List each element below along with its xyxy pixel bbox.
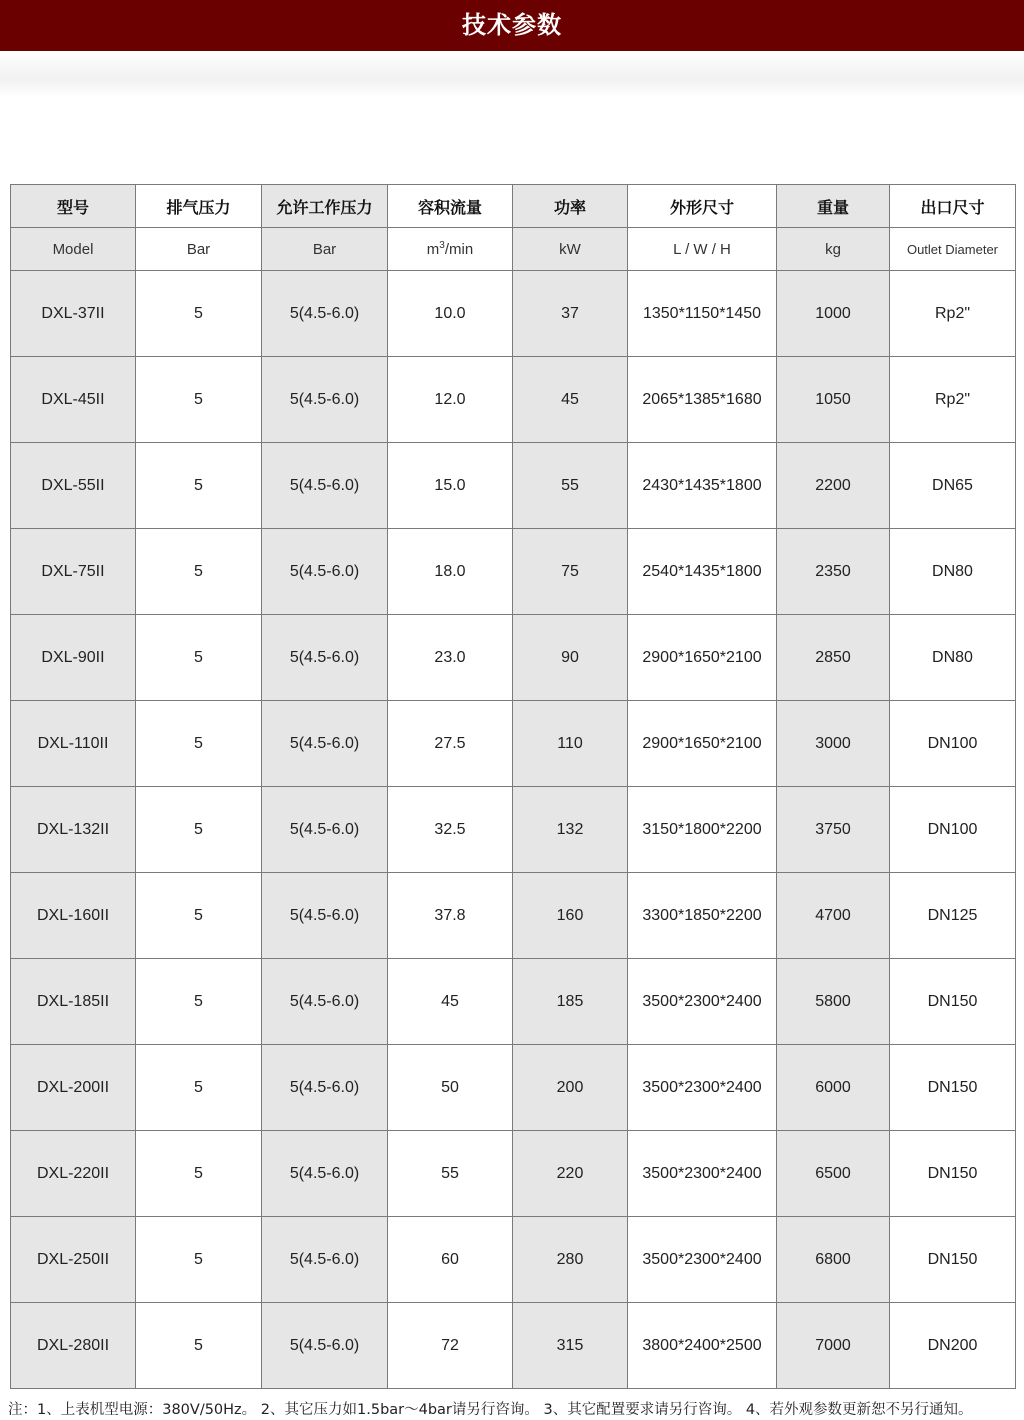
cell-working-pressure: 5(4.5-6.0) xyxy=(262,959,388,1045)
table-row xyxy=(11,443,1016,529)
cell-model: DXL-220II xyxy=(11,1131,136,1217)
cell-discharge-pressure: 5 xyxy=(136,357,262,443)
cell-flow: 50 xyxy=(388,1045,513,1131)
cell-discharge-pressure: 5 xyxy=(136,959,262,1045)
cell-working-pressure: 5(4.5-6.0) xyxy=(262,1045,388,1131)
cell-working-pressure: 5(4.5-6.0) xyxy=(262,1217,388,1303)
cell-discharge-pressure: 5 xyxy=(136,701,262,787)
table-row xyxy=(11,529,1016,615)
header-dimensions: 外形尺寸 xyxy=(628,185,777,228)
cell-dimensions: 2065*1385*1680 xyxy=(628,357,777,443)
header-flow: 容积流量 xyxy=(388,185,513,228)
unit-power: kW xyxy=(513,228,628,271)
cell-dimensions: 1350*1150*1450 xyxy=(628,271,777,357)
cell-working-pressure: 5(4.5-6.0) xyxy=(262,529,388,615)
unit-working-pressure: Bar xyxy=(262,228,388,271)
cell-flow: 10.0 xyxy=(388,271,513,357)
header-working-pressure: 允许工作压力 xyxy=(262,185,388,228)
cell-dimensions: 3500*2300*2400 xyxy=(628,1131,777,1217)
cell-model: DXL-55II xyxy=(11,443,136,529)
table-row xyxy=(11,271,1016,357)
cell-weight: 3750 xyxy=(777,787,890,873)
banner-shadow xyxy=(0,51,1024,97)
table-row xyxy=(11,1217,1016,1303)
cell-dimensions: 2540*1435*1800 xyxy=(628,529,777,615)
header-power: 功率 xyxy=(513,185,628,228)
unit-discharge-pressure: Bar xyxy=(136,228,262,271)
cell-power: 160 xyxy=(513,873,628,959)
header-discharge-pressure: 排气压力 xyxy=(136,185,262,228)
cell-outlet: DN100 xyxy=(890,787,1016,873)
cell-working-pressure: 5(4.5-6.0) xyxy=(262,615,388,701)
unit-flow-base: m xyxy=(426,241,440,258)
cell-flow: 37.8 xyxy=(388,873,513,959)
cell-outlet: DN65 xyxy=(890,443,1016,529)
cell-power: 200 xyxy=(513,1045,628,1131)
table-row xyxy=(11,701,1016,787)
unit-flow-sup: 3 xyxy=(439,240,445,251)
table-row xyxy=(11,787,1016,873)
cell-outlet: DN150 xyxy=(890,1045,1016,1131)
cell-power: 132 xyxy=(513,787,628,873)
table-row xyxy=(11,357,1016,443)
table-row xyxy=(11,1303,1016,1389)
cell-model: DXL-200II xyxy=(11,1045,136,1131)
page-title: 技术参数 xyxy=(0,0,1024,51)
cell-power: 37 xyxy=(513,271,628,357)
cell-working-pressure: 5(4.5-6.0) xyxy=(262,787,388,873)
cell-weight: 2200 xyxy=(777,443,890,529)
cell-discharge-pressure: 5 xyxy=(136,787,262,873)
cell-working-pressure: 5(4.5-6.0) xyxy=(262,443,388,529)
cell-working-pressure: 5(4.5-6.0) xyxy=(262,271,388,357)
cell-outlet: DN100 xyxy=(890,701,1016,787)
cell-dimensions: 2900*1650*2100 xyxy=(628,615,777,701)
header-weight: 重量 xyxy=(777,185,890,228)
cell-flow: 27.5 xyxy=(388,701,513,787)
cell-discharge-pressure: 5 xyxy=(136,529,262,615)
cell-model: DXL-280II xyxy=(11,1303,136,1389)
cell-outlet: Rp2" xyxy=(890,357,1016,443)
cell-weight: 2350 xyxy=(777,529,890,615)
cell-power: 110 xyxy=(513,701,628,787)
cell-outlet: DN200 xyxy=(890,1303,1016,1389)
header-row-zh xyxy=(11,185,1016,228)
cell-weight: 6000 xyxy=(777,1045,890,1131)
cell-power: 55 xyxy=(513,443,628,529)
unit-dimensions: L / W / H xyxy=(628,228,777,271)
table-row xyxy=(11,873,1016,959)
cell-model: DXL-37II xyxy=(11,271,136,357)
cell-weight: 1050 xyxy=(777,357,890,443)
unit-model: Model xyxy=(11,228,136,271)
cell-model: DXL-75II xyxy=(11,529,136,615)
cell-model: DXL-250II xyxy=(11,1217,136,1303)
cell-outlet: DN125 xyxy=(890,873,1016,959)
cell-flow: 18.0 xyxy=(388,529,513,615)
cell-discharge-pressure: 5 xyxy=(136,1217,262,1303)
table-row xyxy=(11,1131,1016,1217)
cell-outlet: DN150 xyxy=(890,1217,1016,1303)
cell-outlet: DN150 xyxy=(890,1131,1016,1217)
unit-weight: kg xyxy=(777,228,890,271)
cell-outlet: Rp2" xyxy=(890,271,1016,357)
cell-power: 280 xyxy=(513,1217,628,1303)
cell-weight: 6800 xyxy=(777,1217,890,1303)
cell-working-pressure: 5(4.5-6.0) xyxy=(262,1131,388,1217)
cell-power: 185 xyxy=(513,959,628,1045)
header-model: 型号 xyxy=(11,185,136,228)
cell-working-pressure: 5(4.5-6.0) xyxy=(262,701,388,787)
cell-discharge-pressure: 5 xyxy=(136,1045,262,1131)
unit-outlet: Outlet Diameter xyxy=(890,228,1016,271)
cell-dimensions: 3500*2300*2400 xyxy=(628,1045,777,1131)
header-outlet: 出口尺寸 xyxy=(890,185,1016,228)
cell-flow: 45 xyxy=(388,959,513,1045)
unit-flow-rest: /min xyxy=(444,241,474,258)
cell-outlet: DN150 xyxy=(890,959,1016,1045)
cell-model: DXL-160II xyxy=(11,873,136,959)
cell-model: DXL-132II xyxy=(11,787,136,873)
cell-weight: 2850 xyxy=(777,615,890,701)
cell-discharge-pressure: 5 xyxy=(136,443,262,529)
cell-outlet: DN80 xyxy=(890,615,1016,701)
cell-dimensions: 3500*2300*2400 xyxy=(628,959,777,1045)
spec-table xyxy=(10,184,1016,1389)
cell-flow: 72 xyxy=(388,1303,513,1389)
footnote: 注：1、上表机型电源：380V/50Hz。 2、其它压力如1.5bar～4bar请另行咨询。 3、其它配置要求请另行咨询。 4、若外观参数更新恕不另行通知。 xyxy=(8,1402,973,1418)
table-row xyxy=(11,615,1016,701)
header-row-en xyxy=(11,228,1016,271)
cell-dimensions: 3800*2400*2500 xyxy=(628,1303,777,1389)
cell-working-pressure: 5(4.5-6.0) xyxy=(262,1303,388,1389)
cell-discharge-pressure: 5 xyxy=(136,271,262,357)
cell-flow: 55 xyxy=(388,1131,513,1217)
cell-outlet: DN80 xyxy=(890,529,1016,615)
cell-model: DXL-110II xyxy=(11,701,136,787)
cell-model: DXL-90II xyxy=(11,615,136,701)
cell-discharge-pressure: 5 xyxy=(136,873,262,959)
cell-weight: 7000 xyxy=(777,1303,890,1389)
table-row xyxy=(11,959,1016,1045)
cell-flow: 32.5 xyxy=(388,787,513,873)
unit-flow xyxy=(388,228,513,271)
cell-discharge-pressure: 5 xyxy=(136,1303,262,1389)
cell-working-pressure: 5(4.5-6.0) xyxy=(262,873,388,959)
cell-weight: 4700 xyxy=(777,873,890,959)
table-row xyxy=(11,1045,1016,1131)
cell-discharge-pressure: 5 xyxy=(136,1131,262,1217)
cell-dimensions: 3150*1800*2200 xyxy=(628,787,777,873)
cell-weight: 5800 xyxy=(777,959,890,1045)
cell-flow: 15.0 xyxy=(388,443,513,529)
cell-model: DXL-185II xyxy=(11,959,136,1045)
cell-dimensions: 2900*1650*2100 xyxy=(628,701,777,787)
cell-power: 75 xyxy=(513,529,628,615)
cell-discharge-pressure: 5 xyxy=(136,615,262,701)
cell-power: 90 xyxy=(513,615,628,701)
cell-model: DXL-45II xyxy=(11,357,136,443)
cell-dimensions: 3500*2300*2400 xyxy=(628,1217,777,1303)
cell-flow: 12.0 xyxy=(388,357,513,443)
cell-weight: 6500 xyxy=(777,1131,890,1217)
cell-power: 315 xyxy=(513,1303,628,1389)
cell-power: 220 xyxy=(513,1131,628,1217)
cell-dimensions: 3300*1850*2200 xyxy=(628,873,777,959)
cell-flow: 60 xyxy=(388,1217,513,1303)
cell-working-pressure: 5(4.5-6.0) xyxy=(262,357,388,443)
cell-power: 45 xyxy=(513,357,628,443)
cell-weight: 1000 xyxy=(777,271,890,357)
cell-weight: 3000 xyxy=(777,701,890,787)
cell-flow: 23.0 xyxy=(388,615,513,701)
cell-dimensions: 2430*1435*1800 xyxy=(628,443,777,529)
